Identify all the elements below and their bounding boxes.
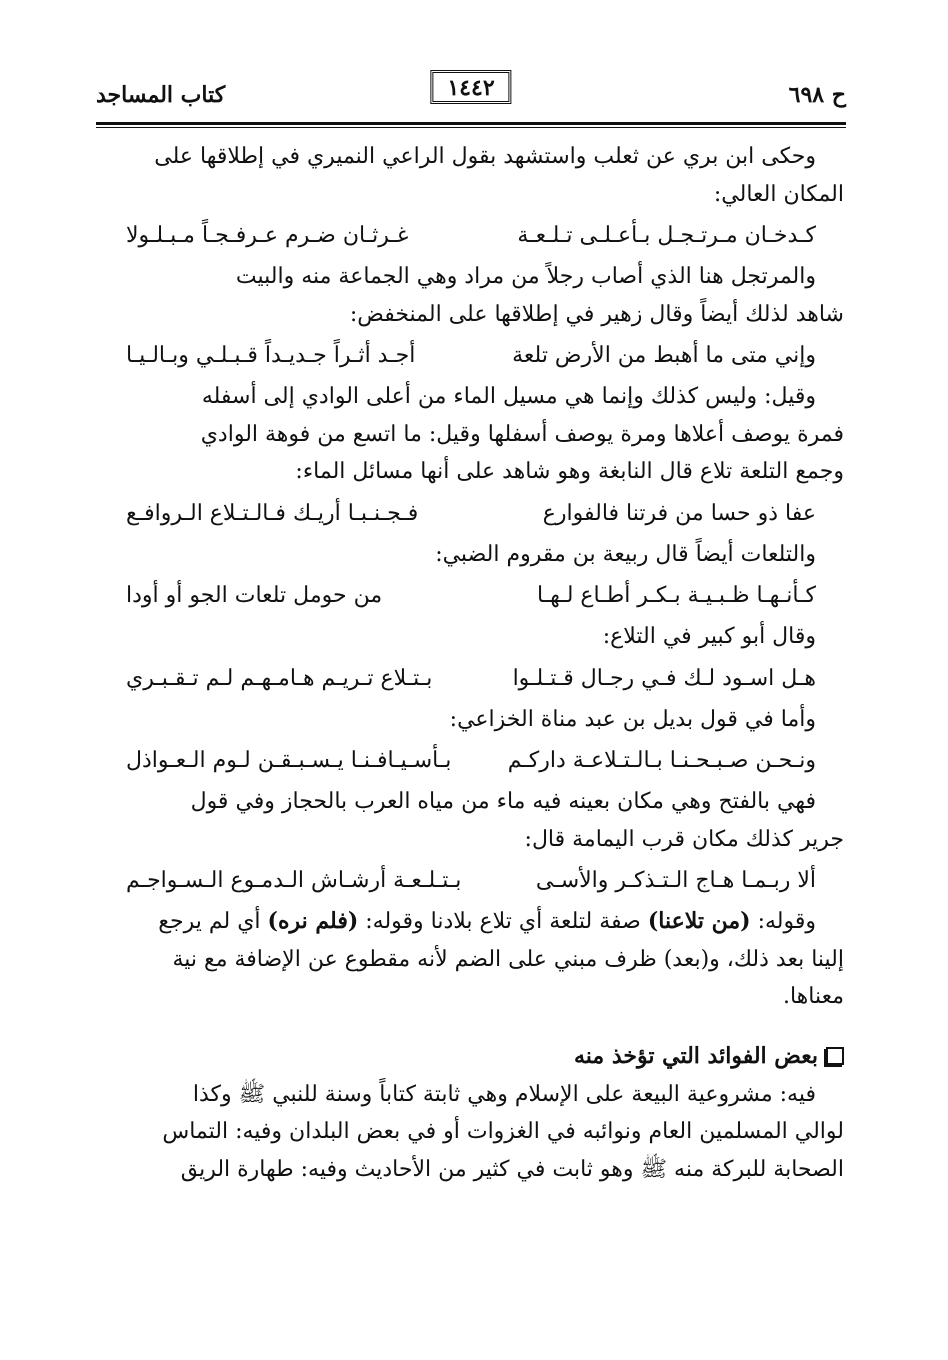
text-line: وجمع التلعة تلاع قال النابغة وهو شاهد على أنها مسائل الماء: [295, 459, 844, 484]
text-run: صفة لتلعة أي تلاع بلادنا وقوله: [358, 909, 648, 934]
verse-second-hemistich: بـتـلاع تـريـم هـامـهـم لـم تـقـبـري [126, 665, 433, 691]
book-title: كتاب المساجد [96, 82, 226, 108]
poetry-verse [98, 656, 844, 701]
text-line: جرير كذلك مكان قرب اليمامة قال: [524, 826, 844, 852]
verse-first-hemistich: هـل اسـود لـك فـي رجـال قـتـلـوا [512, 665, 816, 691]
text-run: أي لم يرجع [158, 909, 268, 934]
page-body [98, 138, 844, 1188]
text-line: والتلعات أيضاً قال ربيعة بن مقروم الضبي: [435, 541, 816, 567]
verse-first-hemistich: وإني متى ما أهبط من الأرض تلعة [512, 343, 816, 368]
section-heading-text: بعض الفوائد التي تؤخذ منه [573, 1042, 818, 1069]
text-line: شاهد لذلك أيضاً وقال زهير في إطلاقها على المنخفض: [349, 301, 844, 327]
header-rule-thin [96, 127, 846, 128]
poetry-verse [98, 333, 844, 378]
poetry-verse [98, 213, 844, 258]
verse-first-hemistich: عفا ذو حسا من فرتنا فالفوارع [542, 500, 816, 526]
verse-second-hemistich: بـأسـيـافـنـا يـسـبـقـن لـوم الـعـواذل [126, 748, 452, 773]
page-number: ١٤٤٢ [430, 70, 511, 104]
poetry-verse [98, 738, 844, 783]
verse-second-hemistich: أجـد أثـراً جـديـداً قـبـلـي وبـالـيـا [126, 343, 416, 368]
text-line: وقال أبو كبير في التلاع: [602, 624, 816, 649]
hadith-number: ح ٦٩٨ [788, 82, 846, 108]
text-line: المكان العالي: [713, 181, 844, 207]
text-line: وقيل: وليس كذلك وإنما هي مسيل الماء من أعلى الوادي إلى أسفله [201, 384, 816, 409]
quoted-phrase: (من تلاعنا) [647, 908, 751, 934]
page-header [96, 66, 846, 118]
text-line: إلينا بعد ذلك، و(بعد) ظرف مبني على الضم لأنه مقطوع عن الإضافة مع نية [172, 946, 844, 972]
poetry-verse [98, 858, 844, 903]
text-line: والمرتجل هنا الذي أصاب رجلاً من مراد وهي الجماعة منه والبيت [235, 264, 816, 289]
verse-second-hemistich: فـجـنـبـا أريـك فـالـتـلاع الـروافـع [126, 500, 419, 526]
poetry-verse [98, 573, 844, 618]
text-line [98, 903, 844, 941]
verse-first-hemistich: ألا ربـمـا هـاج الـتـذكـر والأسـى [535, 868, 816, 893]
verse-first-hemistich: كـدخـان مـرتـجـل بـأعـلـى تـلـعـة [517, 223, 816, 248]
text-run: وقوله: [750, 909, 816, 934]
text-line: الصحابة للبركة منه ﷺ وهو ثابت في كثير من الأحاديث وفيه: طهارة الريق [180, 1156, 844, 1182]
section-heading [98, 1036, 844, 1076]
verse-first-hemistich: كـأنـهـا ظـبـيـة بـكـر أطـاع لـهـا [536, 583, 816, 608]
verse-second-hemistich: بـتـلـعـة أرشـاش الـدمـوع الـسـواجـم [126, 868, 462, 893]
poetry-verse [98, 491, 844, 536]
verse-second-hemistich: من حومل تلعات الجو أو أودا [126, 583, 383, 608]
text-line: وأما في قول بديل بن عبد مناة الخزاعي: [449, 706, 816, 732]
verse-second-hemistich: غـرثـان ضـرم عـرفـجـاً مـبـلـولا [126, 223, 409, 248]
text-line: لوالي المسلمين العام ونوائبه في الغزوات أو في بعض البلدان وفيه: التماس [162, 1119, 844, 1144]
text-line: وحكى ابن بري عن ثعلب واستشهد بقول الراعي النميري في إطلاقها على [154, 144, 816, 169]
header-rule [96, 122, 846, 125]
quoted-phrase: (فلم نره) [267, 908, 359, 934]
text-line: فمرة يوصف أعلاها ومرة يوصف أسفلها وقيل: ما اتسع من فوهة الوادي [200, 421, 844, 447]
square-bullet-icon [826, 1047, 844, 1065]
text-line: فهي بالفتح وهي مكان بعينه فيه ماء من مياه العرب بالحجاز وفي قول [190, 789, 816, 814]
text-line: فيه: مشروعية البيعة على الإسلام وهي ثابتة كتاباً وسنة للنبي ﷺ وكذا [192, 1081, 816, 1107]
text-line: معناها. [782, 984, 844, 1009]
verse-first-hemistich: ونـحـن صـبـحـنـا بـالـتـلاعـة داركـم [507, 748, 816, 773]
